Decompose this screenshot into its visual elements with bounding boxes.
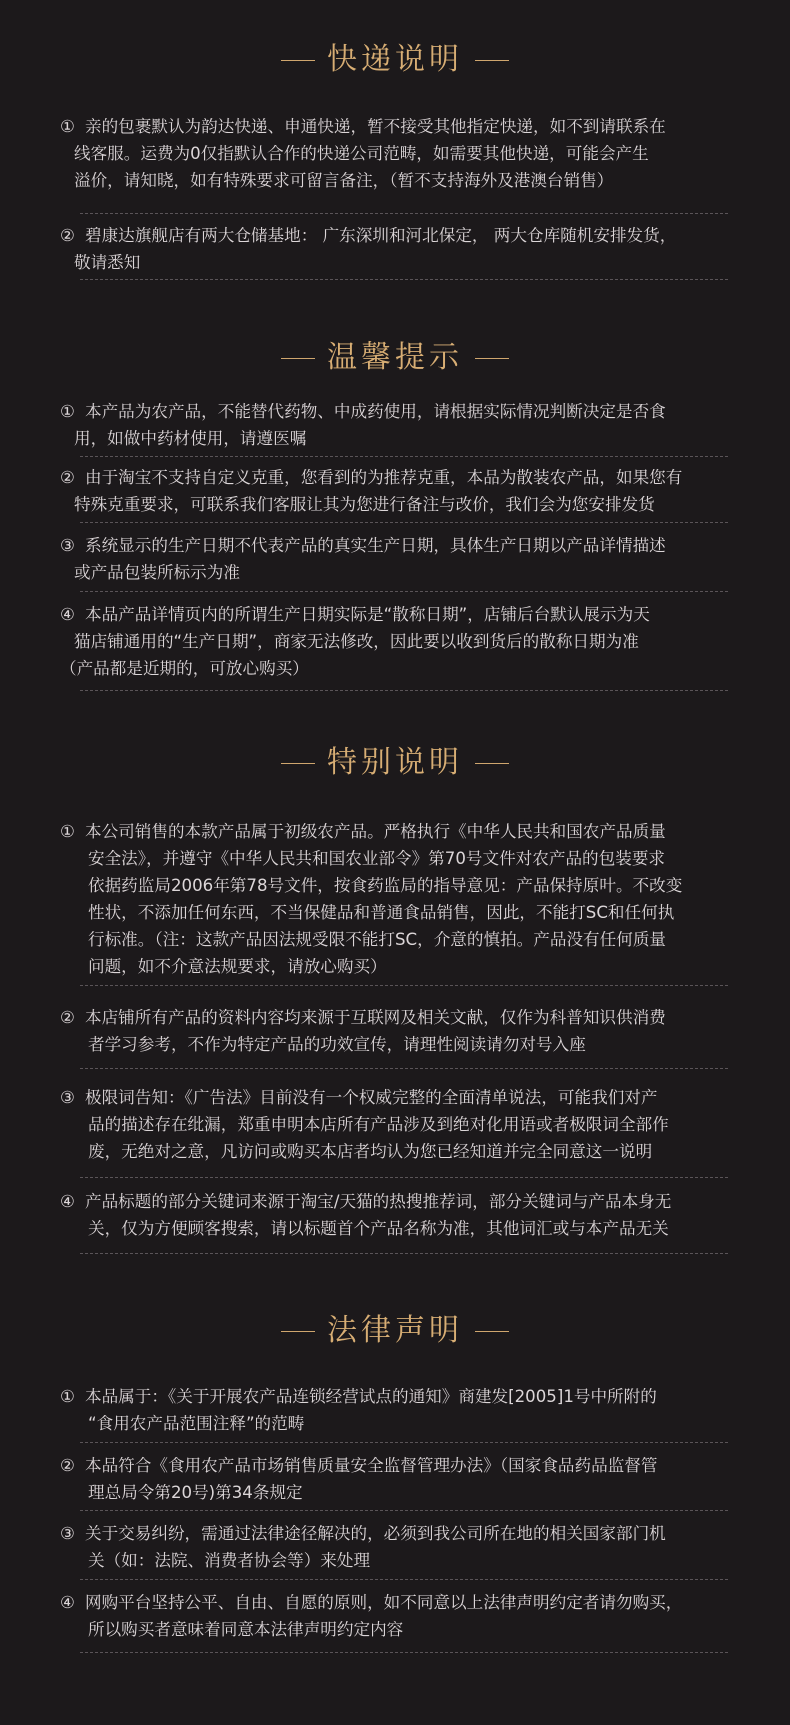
legal-item-1	[60, 1383, 740, 1437]
item-line: 者学习参考，不作为特定产品的功效宣传，请理性阅读请勿对号入座	[88, 1035, 586, 1054]
item-number: ④	[60, 1593, 75, 1612]
item-line: 废，无绝对之意，凡访问或购买本店者均认为您已经知道并完全同意这一说明	[88, 1142, 653, 1161]
section-heading: 特别说明	[327, 745, 463, 780]
item-line: 依据药监局2006年第78号文件，按食药监局的指导意见：产品保持原叶。不改变	[88, 876, 683, 895]
section-title-legal	[0, 1309, 790, 1353]
section-title-tips	[0, 336, 790, 380]
item-line: 猫店铺通用的“生产日期”，商家无法修改，因此要以收到货后的散称日期为准	[74, 632, 639, 651]
item-line: 碧康达旗舰店有两大仓储基地： 广东深圳和河北保定， 两大仓库随机安排发货，	[85, 226, 677, 245]
legal-item-2	[60, 1452, 740, 1506]
item-line: 亲的包裹默认为韵达快递、申通快递，暂不接受其他指定快递，如不到请联系在	[85, 117, 666, 136]
tips-item-2	[60, 464, 740, 518]
item-line: 敬请悉知	[74, 253, 141, 272]
divider	[80, 591, 728, 592]
special-item-3	[60, 1084, 740, 1165]
item-line: 由于淘宝不支持自定义克重，您看到的为推荐克重，本品为散装农产品，如果您有	[85, 468, 683, 487]
special-item-4	[60, 1188, 740, 1242]
title-line-right	[475, 60, 509, 61]
title-line-right	[475, 1331, 509, 1332]
special-item-2	[60, 1004, 740, 1058]
item-number: ④	[60, 605, 75, 624]
special-item-1	[60, 818, 740, 980]
divider	[80, 522, 728, 523]
section-heading: 快递说明	[327, 42, 463, 77]
section-heading: 法律声明	[327, 1313, 463, 1348]
divider	[80, 985, 728, 986]
item-line: 本产品为农产品，不能替代药物、中成药使用，请根据实际情况判断决定是否食	[85, 402, 666, 421]
item-line: 系统显示的生产日期不代表产品的真实生产日期，具体生产日期以产品详情描述	[85, 536, 666, 555]
item-number: ③	[60, 1088, 75, 1107]
divider	[80, 1068, 728, 1069]
item-number: ①	[60, 402, 75, 421]
divider	[80, 690, 728, 691]
tips-item-3	[60, 532, 740, 586]
item-line: 关（如：法院、消费者协会等）来处理	[88, 1551, 371, 1570]
item-number: ①	[60, 117, 75, 136]
express-item-2	[60, 222, 740, 276]
title-line-left	[281, 60, 315, 61]
item-line: 理总局令第20号)第34条规定	[88, 1483, 303, 1502]
item-line: 本店铺所有产品的资料内容均来源于互联网及相关文献，仅作为科普知识供消费	[85, 1008, 666, 1027]
section-heading: 温馨提示	[327, 340, 463, 375]
item-number: ②	[60, 1456, 75, 1475]
item-line: 关于交易纠纷，需通过法律途径解决的，必须到我公司所在地的相关国家部门机	[85, 1524, 666, 1543]
item-number: ④	[60, 1192, 75, 1211]
item-line: 所以购买者意味着同意本法律声明约定内容	[88, 1620, 404, 1639]
item-line: 品的描述存在纰漏，郑重申明本店所有产品涉及到绝对化用语或者极限词全部作	[88, 1115, 669, 1134]
title-line-left	[281, 358, 315, 359]
title-line-left	[281, 1331, 315, 1332]
legal-item-3	[60, 1520, 740, 1574]
item-line: 或产品包装所标示为准	[74, 563, 240, 582]
divider	[80, 279, 728, 280]
item-line: “食用农产品范围注释”的范畴	[88, 1414, 305, 1433]
item-line: 行标准。（注：这款产品因法规受限不能打SC，介意的慎拍。产品没有任何质量	[88, 930, 667, 949]
item-line: 性状，不添加任何东西，不当保健品和普通食品销售，因此，不能打SC和任何执	[88, 903, 675, 922]
item-number: ③	[60, 1524, 75, 1543]
item-line: 网购平台坚持公平、自由、自愿的原则，如不同意以上法律声明约定者请勿购买，	[85, 1593, 683, 1612]
title-line-right	[475, 763, 509, 764]
title-line-right	[475, 358, 509, 359]
item-line: 产品标题的部分关键词来源于淘宝/天猫的热搜推荐词，部分关键词与产品本身无	[85, 1192, 672, 1211]
item-line: 极限词告知：《广告法》目前没有一个权威完整的全面清单说法，可能我们对产	[85, 1088, 658, 1107]
divider	[80, 1177, 728, 1178]
item-line: 本公司销售的本款产品属于初级农产品。严格执行《中华人民共和国农产品质量	[85, 822, 666, 841]
tips-item-1	[60, 398, 740, 452]
item-number: ②	[60, 468, 75, 487]
item-number: ③	[60, 536, 75, 555]
tips-item-4	[60, 601, 740, 682]
express-item-1	[60, 113, 740, 194]
item-number: ①	[60, 822, 75, 841]
divider	[80, 456, 728, 457]
item-number: ②	[60, 1008, 75, 1027]
item-line: 用，如做中药材使用，请遵医嘱	[74, 429, 307, 448]
item-line: 关，仅为方便顾客搜索，请以标题首个产品名称为准，其他词汇或与本产品无关	[88, 1219, 669, 1238]
item-line: 本品属于：《关于开展农产品连锁经营试点的通知》商建发[2005]1号中所附的	[85, 1387, 657, 1406]
item-line: 特殊克重要求，可联系我们客服让其为您进行备注与改价，我们会为您安排发货	[74, 495, 655, 514]
item-number: ②	[60, 226, 75, 245]
section-title-express	[0, 38, 790, 82]
item-line: （产品都是近期的，可放心购买）	[60, 659, 309, 678]
divider	[80, 1652, 728, 1653]
divider	[80, 1253, 728, 1254]
divider	[80, 1579, 728, 1580]
divider	[80, 1510, 728, 1511]
item-line: 溢价，请知晓，如有特殊要求可留言备注，（暂不支持海外及港澳台销售）	[74, 171, 614, 190]
divider	[80, 1442, 728, 1443]
title-line-left	[281, 763, 315, 764]
item-line: 问题，如不介意法规要求，请放心购买）	[88, 957, 387, 976]
item-line: 线客服。运费为0仅指默认合作的快递公司范畴，如需要其他快递，可能会产生	[74, 144, 649, 163]
divider	[80, 213, 728, 214]
item-line: 安全法》，并遵守《中华人民共和国农业部令》第70号文件对农产品的包装要求	[88, 849, 666, 868]
item-line: 本品产品详情页内的所谓生产日期实际是“散称日期”，店铺后台默认展示为天	[85, 605, 650, 624]
section-title-special	[0, 741, 790, 785]
item-number: ①	[60, 1387, 75, 1406]
legal-item-4	[60, 1589, 740, 1643]
item-line: 本品符合《食用农产品市场销售质量安全监督管理办法》（国家食品药品监督管	[85, 1456, 658, 1475]
